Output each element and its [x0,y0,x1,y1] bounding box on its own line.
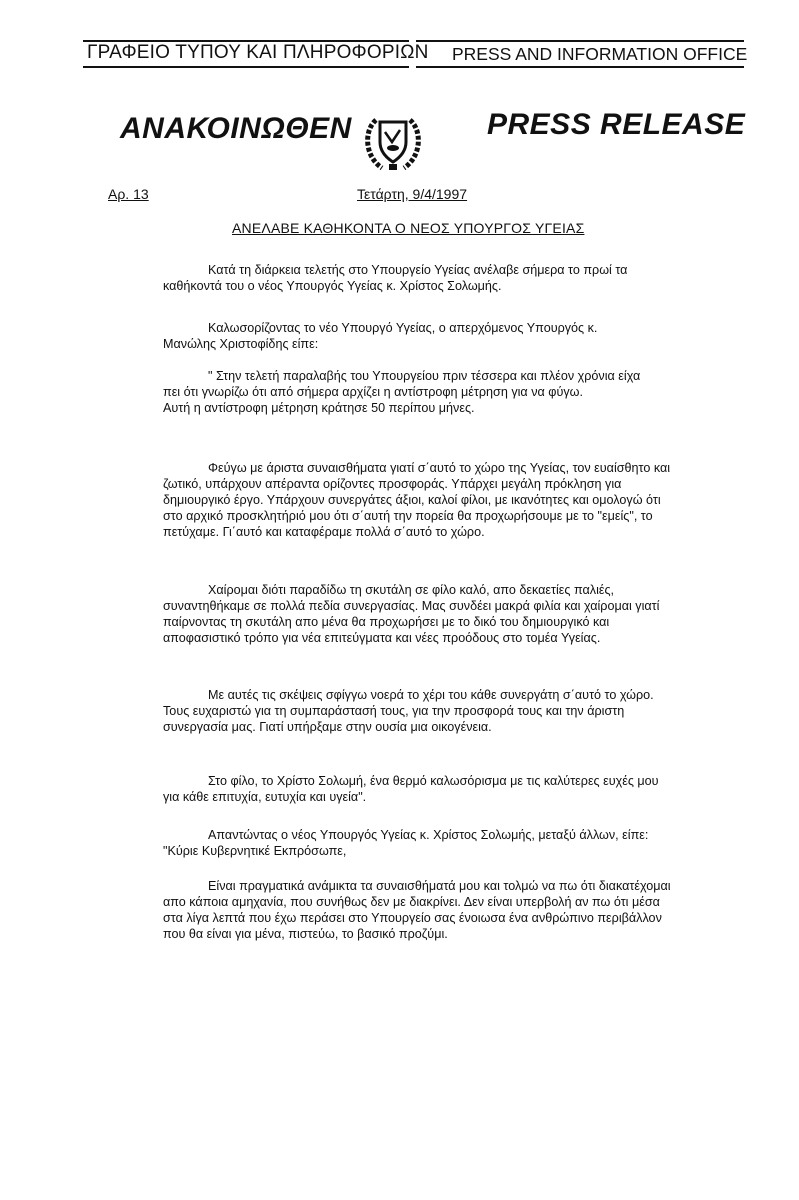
paragraph-7: Στο φίλο, το Χρίστο Σολωμή, ένα θερμό καλωσόρισμα με τις καλύτερες ευχές μου για κάθε επιτυχία, ευτυχία και υγεία". [163,774,659,804]
paragraph-3 [163,368,649,416]
office-name-english: PRESS AND INFORMATION OFFICE [452,44,748,64]
paragraph-2: Καλωσορίζοντας το νέο Υπουργό Υγείας, ο απερχόμενος Υπουργός κ. Μανώλης Χριστοφίδης είπε: [163,321,598,351]
header-rule-top-right [416,40,744,42]
cyprus-emblem-icon [356,112,430,174]
title-english: PRESS RELEASE [487,108,746,141]
header-rule-bottom-left [83,66,409,68]
paragraph-6: Με αυτές τις σκέψεις σφίγγω νοερά το χέρι του κάθε συνεργάτη σ΄αυτό το χώρο. Τους ευχαριστώ για τη συμπαράστασή τους, για την προσφορά τους και την άριστη συνεργασία μας. Γιατί υπήρξαμε στην ουσία μια οικογένεια. [163,688,654,734]
paragraph-4: Φεύγω με άριστα συναισθήματα γιατί σ΄αυτό το χώρο της Υγείας, τον ευαίσθητο και ζωτικό, υπάρχουν απέραντα ορίζοντες προσφοράς. Υπάρχει μεγάλη πρόκληση για δημιουργικό έργο. Υπάρχουν συνεργάτες άξιοι, καλοί φίλοι, με ικανότητες και ομολογώ ότι στο αρχικό προσκλητήριό μου ότι σ΄αυτή την πορεία θα προχωρήσουμε με το "εμείς", το πετύχαμε. Γι΄αυτό και καταφέραμε πολλά σ΄αυτό το χώρο. [163,461,671,539]
title-greek: ΑΝΑΚΟΙΝΩΘΕΝ [120,112,352,145]
office-name-greek: ΓΡΑΦΕΙΟ ΤΥΠΟΥ ΚΑΙ ΠΛΗΡΟΦΟΡΙΩΝ [87,42,429,63]
paragraph-9: Είναι πραγματικά ανάμικτα τα συναισθήματά μου και τολμώ να πω ότι διακατέχομαι απο κάποια αμηχανία, που συνήθως δεν με διακρίνει. Δεν είναι υπερβολή αν πω ότι μέσα στα λίγα λεπτά που έχω περάσει στο Υπουργείο σας ένοιωσα ένα ανθρώπινο περιβάλλον που θα είναι για μένα, πιστεύω, το βασικό προζύμι. [163,879,671,941]
paragraph-1: Κατά τη διάρκεια τελετής στο Υπουργείο Υγείας ανέλαβε σήμερα το πρωί τα καθήκοντά του ο νέος Υπουργός Υγείας κ. Χρίστος Σολωμής. [163,263,628,293]
paragraph-3-quote-start: " Στην τελετή παραλαβής του Υπουργείου πριν τέσσερα και πλέον χρόνια είχα πει ότι γνωρίζω ότι από σήμερα αρχίζει η αντίστροφη μέτρηση για να φύγω. [163,369,641,399]
headline: ΑΝΕΛΑΒΕ ΚΑΘΗΚΟΝΤΑ Ο ΝΕΟΣ ΥΠΟΥΡΓΟΣ ΥΓΕΙΑΣ [232,220,585,236]
release-number: Αρ. 13 [108,186,149,202]
paragraph-3-countdown: Αυτή η αντίστροφη μέτρηση κράτησε 50 περίπου μήνες. [163,401,475,415]
paragraph-5: Χαίρομαι διότι παραδίδω τη σκυτάλη σε φίλο καλό, απο δεκαετίες παλιές, συναντηθήκαμε σε πολλά πεδία συνεργασίας. Μας συνδέει μακρά φιλία και χαίρομαι γιατί παίρνοντας τη σκυτάλη απο μένα θα προχωρήσει με το δικό του δημιουργικό και αποφασιστικό τρόπο για νέα επιτεύγματα και νέες προόδους στο τομέα Υγείας. [163,583,660,645]
paragraph-8: Απαντώντας ο νέος Υπουργός Υγείας κ. Χρίστος Σολωμής, μεταξύ άλλων, είπε: "Κύριε Κυβερνητικέ Εκπρόσωπε, [163,828,649,858]
header-rule-bottom-right [416,66,744,68]
release-date: Τετάρτη, 9/4/1997 [357,186,468,202]
